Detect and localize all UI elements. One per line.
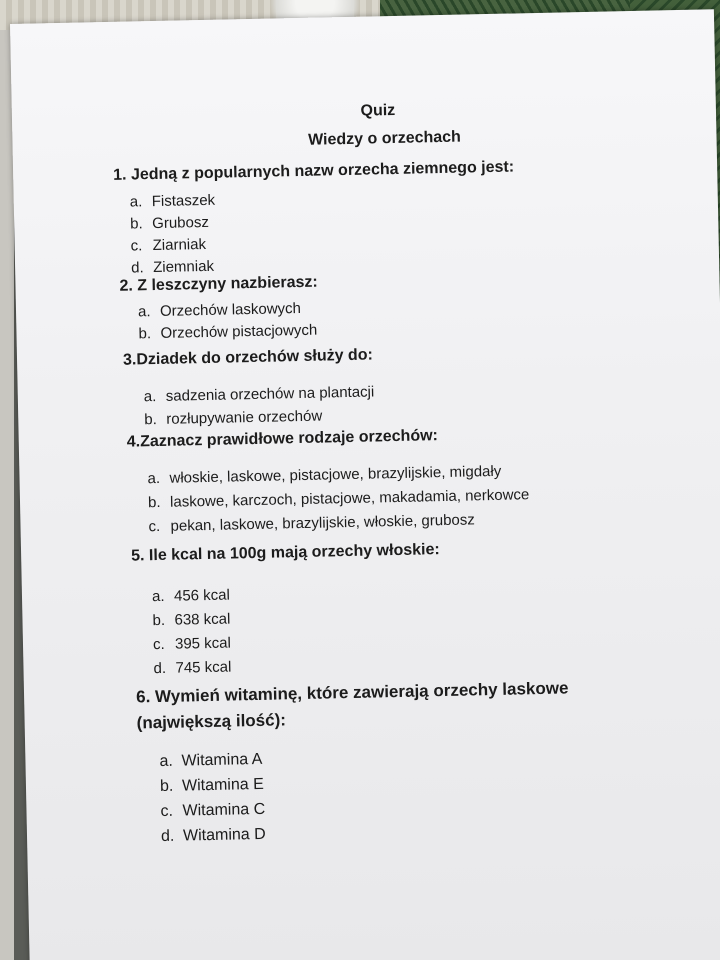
answer-text: 638 kcal	[174, 610, 231, 629]
answer-text: 456 kcal	[173, 586, 231, 605]
answer-text: Ziemniak	[152, 257, 215, 277]
answer-letter: d.	[160, 827, 175, 846]
left-edge	[0, 30, 14, 960]
answer-text: Witamina C	[182, 800, 266, 820]
question-1: 1. Jedną z popularnych nazw orzecha ziemnego jest:	[113, 158, 515, 184]
answer-5a	[152, 584, 230, 610]
question-5: 5. Ile kcal na 100g mają orzechy włoskie:	[130, 541, 440, 565]
answer-text: 395 kcal	[174, 634, 232, 653]
answer-text: Ziarniak	[152, 235, 207, 255]
answer-text: włoskie, laskowe, pistacjowe, brazylijskie, migdały	[169, 462, 502, 487]
answer-letter: a.	[159, 752, 173, 771]
answer-1c	[130, 234, 216, 258]
answer-1b	[130, 212, 216, 236]
answer-letter: c.	[152, 635, 165, 654]
answer-text: Witamina E	[181, 775, 264, 795]
answer-text: laskowe, karczoch, pistacjowe, makadamia, nerkowce	[169, 486, 530, 511]
answer-letter: a.	[147, 469, 161, 488]
answer-6d	[161, 822, 266, 849]
answer-letter: b.	[138, 325, 152, 343]
answer-5c	[153, 632, 231, 658]
answer-letter: d.	[130, 259, 144, 277]
answer-text: Witamina A	[181, 750, 263, 770]
answer-text: Grubosz	[152, 213, 210, 233]
answer-text: Orzechów laskowych	[159, 299, 302, 320]
question-6-line-2: (największą ilość):	[136, 710, 287, 733]
answer-letter: b.	[130, 215, 143, 233]
answer-text: rozłupywanie orzechów	[166, 407, 323, 428]
quiz-title: Quiz	[360, 101, 396, 120]
question-2: 2. Z leszczyny nazbierasz:	[119, 273, 318, 295]
answer-letter: a.	[129, 193, 143, 211]
answer-letter: a.	[151, 587, 165, 606]
answers-6	[159, 747, 266, 849]
quiz-sheet	[10, 9, 720, 960]
answer-text: Orzechów pistacjowych	[160, 321, 318, 342]
answer-text: pekan, laskowe, brazylijskie, włoskie, grubosz	[170, 511, 475, 535]
answer-3a	[144, 380, 375, 408]
answer-letter: a.	[137, 303, 151, 321]
answer-text: Witamina D	[182, 825, 266, 845]
answers-3	[144, 380, 375, 431]
answer-text: sadzenia orzechów na plantacji	[165, 383, 375, 405]
answer-letter: b.	[144, 411, 158, 429]
answer-6a	[159, 747, 264, 774]
question-6-line-1: 6. Wymień witaminę, które zawierają orzechy laskowe	[135, 678, 569, 707]
answers-2	[138, 298, 318, 346]
answer-text: 745 kcal	[175, 658, 232, 677]
question-4: 4.Zaznacz prawidłowe rodzaje orzechów:	[126, 427, 439, 451]
answer-5b	[152, 608, 230, 634]
answer-letter: d.	[153, 659, 167, 678]
answer-letter: a.	[143, 388, 157, 406]
answer-6c	[160, 797, 265, 824]
answer-letter: c.	[130, 237, 143, 255]
answers-1	[130, 190, 217, 280]
answer-letter: b.	[159, 777, 174, 796]
answer-5d	[153, 656, 231, 682]
answer-letter: b.	[147, 493, 161, 512]
answer-letter: c.	[160, 802, 174, 821]
question-3: 3.Dziadek do orzechów służy do:	[122, 346, 374, 369]
answer-2b	[138, 320, 317, 346]
answer-1a	[130, 190, 216, 214]
answer-6b	[160, 772, 265, 799]
answer-letter: c.	[148, 517, 161, 536]
quiz-subtitle: Wiedzy o orzechach	[307, 128, 462, 149]
answer-letter: b.	[152, 611, 166, 630]
answer-3b	[144, 403, 375, 431]
answers-4	[147, 459, 530, 539]
answers-5	[152, 584, 232, 682]
answer-text: Fistaszek	[151, 191, 216, 211]
